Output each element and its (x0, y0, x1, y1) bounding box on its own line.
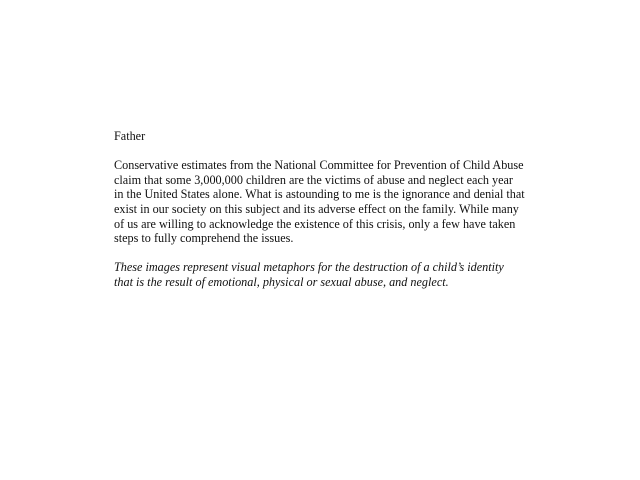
paragraph-line: of us are willing to acknowledge the existence of this crisis, only a few have taken (114, 216, 516, 231)
paragraph-line: Conservative estimates from the National Committee for Prevention of Child Abuse (114, 158, 524, 173)
paragraph-line: in the United States alone. What is astounding to me is the ignorance and denial that (114, 187, 525, 202)
paragraph-line: steps to fully comprehend the issues. (114, 231, 294, 246)
italic-paragraph-line: that is the result of emotional, physical or sexual abuse, and neglect. (114, 274, 449, 289)
visual-metaphor-paragraph (114, 260, 534, 289)
document-title: Father (114, 129, 146, 143)
paragraph-line: exist in our society on this subject and its adverse effect on the family. While many (114, 201, 519, 216)
document-text-block (114, 129, 534, 304)
statistics-paragraph (114, 158, 534, 246)
italic-paragraph-line: These images represent visual metaphors for the destruction of a child’s identity (114, 260, 504, 275)
paragraph-line: claim that some 3,000,000 children are the victims of abuse and neglect each year (114, 172, 513, 187)
